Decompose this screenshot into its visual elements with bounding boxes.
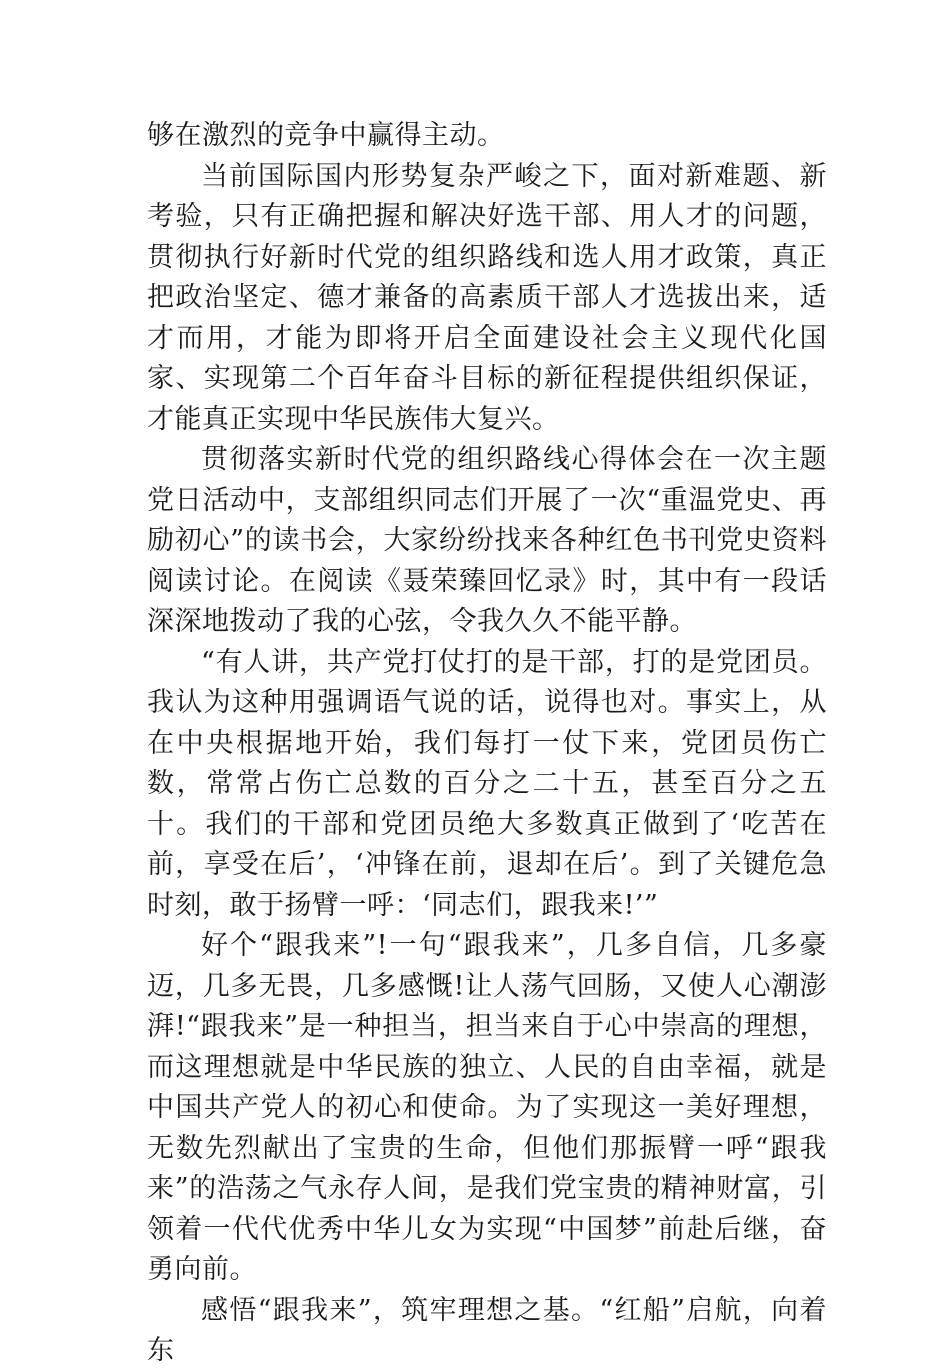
paragraph-quotation: “有人讲，共产党打仗打的是干部，打的是党团员。我认为这种用强调语气说的话，说得也对。事实上，从在中央根据地开始，我们每打一仗下来，党团员伤亡数，常常占伤亡总数的百分之二十五，甚至百分之五十。我们的干部和党团员绝大多数真正做到了‘吃苦在前，享受在后’，‘冲锋在前，退却在后’。到了关键危急时刻，敢于扬臂一呼：‘同志们，跟我来!’” (147, 646, 827, 921)
paragraph-situation: 当前国际国内形势复杂严峻之下，面对新难题、新考验，只有正确把握和解决好选干部、用人才的问题，贯彻执行好新时代党的组织路线和选人用才政策，真正把政治坚定、德才兼备的高素质干部人才选拔出来，适才而用，才能为即将开启全面建设社会主义现代化国家、实现第二个百年奋斗目标的新征程提供组织保证，才能真正实现中华民族伟大复兴。 (147, 160, 827, 435)
paragraph-reading-session: 贯彻落实新时代党的组织路线心得体会在一次主题党日活动中，支部组织同志们开展了一次“重温党史、再励初心”的读书会，大家纷纷找来各种红色书刊党史资料阅读讨论。在阅读《聂荣臻回忆录》时，其中有一段话深深地拨动了我的心弦，令我久久不能平静。 (147, 444, 827, 637)
paragraph-ideal-foundation: 感悟“跟我来”，筑牢理想之基。“红船”启航，向着东 (147, 1294, 827, 1366)
document-body (147, 116, 827, 1372)
paragraph-follow-me: 好个“跟我来”!一句“跟我来”，几多自信，几多豪迈，几多无畏，几多感慨!让人荡气回肠，又使人心潮澎湃!“跟我来”是一种担当，担当来自于心中崇高的理想，而这理想就是中华民族的独立、人民的自由幸福，就是中国共产党人的初心和使命。为了实现这一美好理想，无数先烈献出了宝贵的生命，但他们那振臂一呼“跟我来”的浩荡之气永存人间，是我们党宝贵的精神财富，引领着一代代优秀中华儿女为实现“中国梦”前赴后继，奋勇向前。 (147, 930, 827, 1285)
paragraph-continued: 够在激烈的竞争中赢得主动。 (147, 120, 505, 151)
